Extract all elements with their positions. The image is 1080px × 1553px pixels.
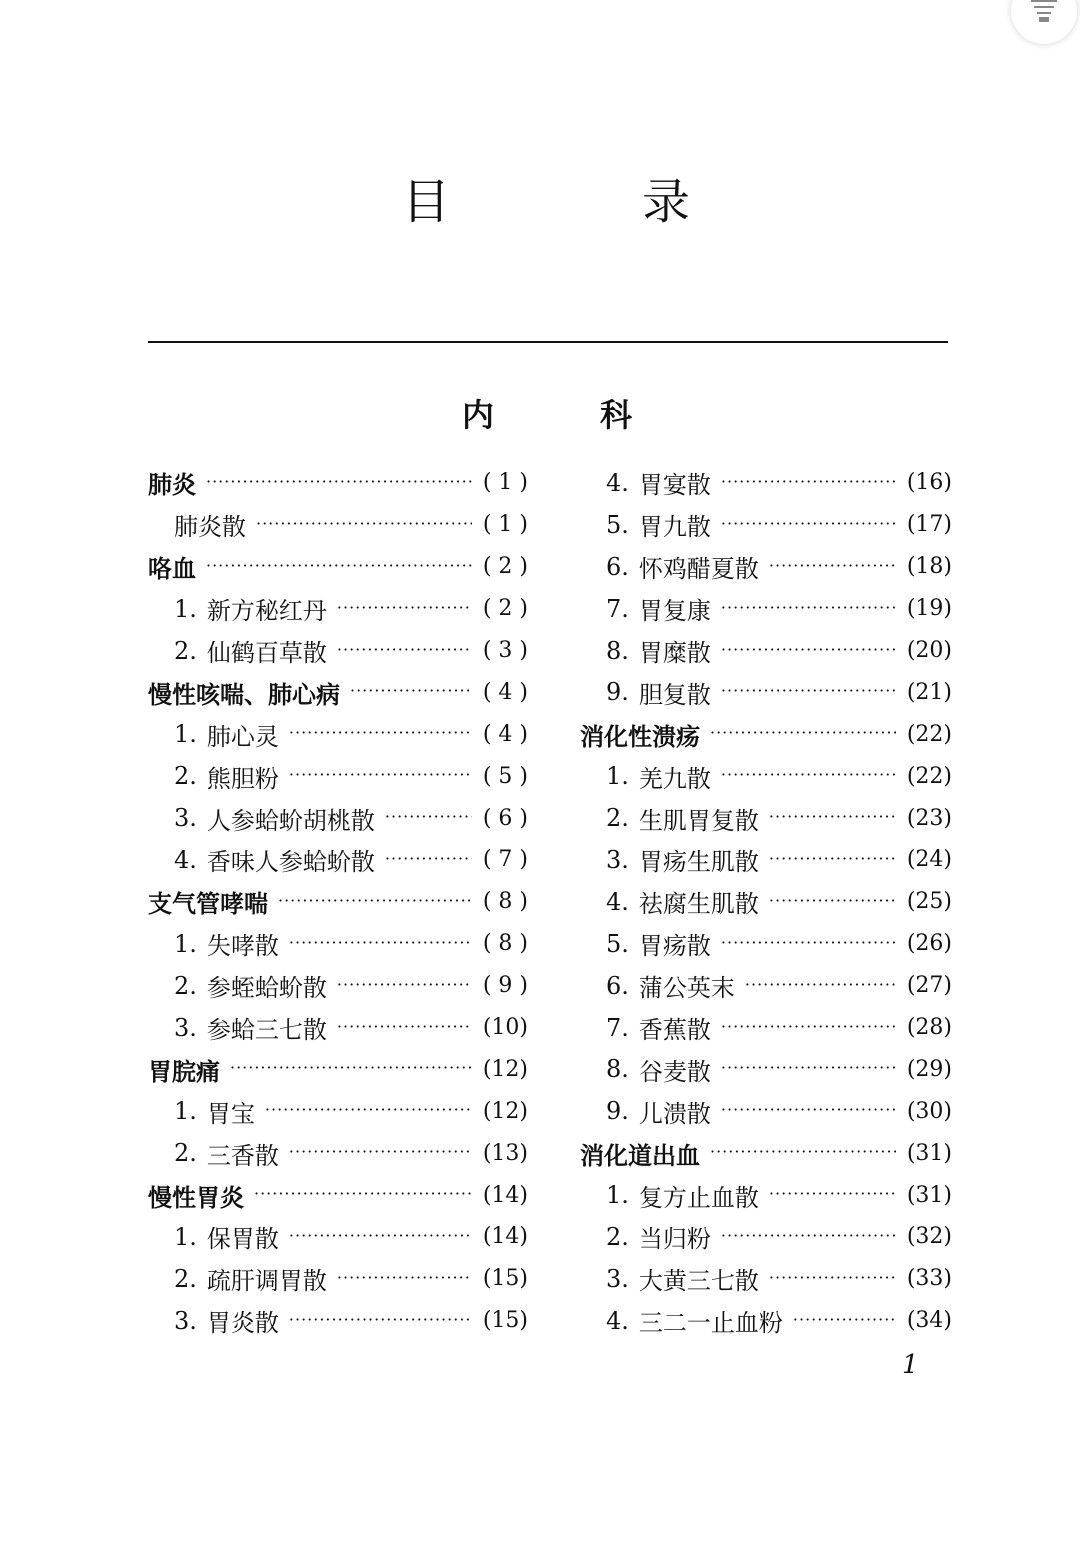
entry-label: 失哮散 bbox=[206, 932, 279, 961]
entry-number: 5. bbox=[606, 929, 629, 958]
entry-page: (29) bbox=[906, 1056, 952, 1082]
entry-page: ( 3 ) bbox=[482, 638, 528, 663]
toc-heading-entry[interactable] bbox=[580, 713, 952, 755]
dot-leader bbox=[769, 806, 896, 830]
entry-number: 1. bbox=[174, 594, 197, 623]
entry-number: 9. bbox=[606, 678, 629, 707]
toc-entry[interactable] bbox=[580, 1090, 952, 1132]
dot-leader bbox=[721, 1099, 896, 1123]
entry-label: 谷麦散 bbox=[638, 1057, 711, 1086]
dot-leader bbox=[230, 1057, 472, 1081]
entry-label: 新方秘红丹 bbox=[206, 597, 327, 626]
dot-leader bbox=[256, 513, 472, 537]
entry-number: 4. bbox=[606, 468, 629, 497]
dot-leader bbox=[289, 932, 472, 956]
entry-label: 支气管哮喘 bbox=[148, 889, 268, 919]
entry-label: 肺炎 bbox=[148, 470, 196, 500]
toc-entry[interactable] bbox=[148, 1132, 528, 1174]
entry-label: 胃疡生肌散 bbox=[638, 848, 759, 877]
dot-leader bbox=[793, 1309, 896, 1333]
entry-number: 5. bbox=[606, 510, 629, 539]
toc-entry[interactable] bbox=[148, 1300, 528, 1342]
dot-leader bbox=[337, 1016, 472, 1040]
entry-label: 咯血 bbox=[148, 554, 196, 584]
dot-leader bbox=[721, 932, 896, 956]
toc-entry[interactable] bbox=[580, 588, 952, 630]
title-divider bbox=[148, 341, 948, 343]
entry-page: (17) bbox=[906, 512, 952, 538]
toc-entry[interactable] bbox=[148, 1216, 528, 1258]
toc-entry[interactable] bbox=[580, 839, 952, 881]
toc-entry[interactable] bbox=[580, 755, 952, 797]
dot-leader bbox=[721, 639, 896, 663]
entry-page: (31) bbox=[906, 1140, 952, 1166]
entry-page: (13) bbox=[482, 1140, 528, 1166]
toc-entry[interactable] bbox=[580, 965, 952, 1007]
entry-label: 胃九散 bbox=[638, 513, 711, 542]
page-number: 1 bbox=[902, 1350, 919, 1380]
entry-page: ( 4 ) bbox=[482, 679, 528, 705]
entry-label: 祛腐生肌散 bbox=[638, 890, 759, 919]
entry-number: 4. bbox=[606, 887, 629, 916]
toc-right-column bbox=[580, 462, 952, 1342]
page-title-right: 录 bbox=[642, 174, 691, 230]
entry-page: (15) bbox=[482, 1308, 528, 1334]
entry-label: 香蕉散 bbox=[638, 1016, 711, 1045]
entry-page: (14) bbox=[482, 1182, 528, 1208]
entry-label: 参蛤三七散 bbox=[206, 1016, 327, 1045]
entry-page: (10) bbox=[482, 1015, 528, 1041]
entry-label: 三香散 bbox=[206, 1141, 279, 1170]
entry-number: 7. bbox=[606, 594, 629, 623]
entry-number: 1. bbox=[174, 929, 197, 958]
entry-label: 胃疡散 bbox=[638, 932, 711, 961]
dot-leader bbox=[289, 1309, 472, 1333]
entry-label: 胃脘痛 bbox=[148, 1056, 220, 1086]
toc-entry[interactable] bbox=[580, 881, 952, 923]
entry-label: 胃复康 bbox=[638, 597, 711, 626]
entry-page: (27) bbox=[906, 973, 952, 999]
entry-page: ( 8 ) bbox=[482, 889, 528, 915]
dot-leader bbox=[289, 764, 472, 788]
entry-number: 3. bbox=[606, 1264, 629, 1293]
dot-leader bbox=[721, 764, 896, 788]
dot-leader bbox=[385, 848, 472, 872]
entry-page: ( 1 ) bbox=[482, 512, 528, 538]
entry-label: 三二一止血粉 bbox=[638, 1309, 783, 1338]
toc-entry[interactable] bbox=[580, 923, 952, 965]
toc-entry[interactable] bbox=[148, 1090, 528, 1132]
entry-page: (21) bbox=[906, 679, 952, 705]
entry-label: 参蛭蛤蚧散 bbox=[206, 974, 327, 1003]
entry-number: 2. bbox=[174, 1264, 197, 1293]
toc-heading-entry[interactable] bbox=[580, 1132, 952, 1174]
toc-entry[interactable] bbox=[148, 630, 528, 672]
dot-leader bbox=[289, 722, 472, 746]
entry-page: (16) bbox=[906, 470, 952, 496]
entry-label: 胃宝 bbox=[206, 1099, 255, 1128]
toc-entry[interactable] bbox=[580, 1174, 952, 1216]
entry-page: ( 4 ) bbox=[482, 721, 528, 747]
entry-number: 2. bbox=[174, 636, 197, 665]
toc-entry[interactable] bbox=[148, 713, 528, 755]
entry-number: 8. bbox=[606, 636, 629, 665]
entry-number: 6. bbox=[606, 971, 629, 1000]
entry-label: 复方止血散 bbox=[638, 1183, 759, 1212]
entry-page: ( 2 ) bbox=[482, 554, 528, 580]
entry-number: 1. bbox=[606, 1181, 629, 1210]
entry-number: 2. bbox=[174, 1139, 197, 1168]
entry-label: 大黄三七散 bbox=[638, 1267, 759, 1296]
entry-label: 生肌胃复散 bbox=[638, 806, 759, 835]
toc-entry[interactable] bbox=[580, 797, 952, 839]
entry-number: 9. bbox=[606, 1097, 629, 1126]
entry-page: (15) bbox=[482, 1266, 528, 1292]
dot-leader bbox=[721, 471, 896, 495]
entry-page: (14) bbox=[482, 1224, 528, 1250]
dot-leader bbox=[721, 513, 896, 537]
toc-entry[interactable] bbox=[580, 1258, 952, 1300]
entry-label: 蒲公英末 bbox=[638, 974, 735, 1003]
dot-leader bbox=[289, 1225, 472, 1249]
dot-leader bbox=[721, 680, 896, 704]
entry-number: 7. bbox=[606, 1013, 629, 1042]
entry-page: (26) bbox=[906, 931, 952, 957]
toc-heading-entry[interactable] bbox=[148, 881, 528, 923]
entry-page: ( 1 ) bbox=[482, 470, 528, 496]
entry-page: (33) bbox=[906, 1266, 952, 1292]
dot-leader bbox=[337, 639, 472, 663]
entry-label: 熊胆粉 bbox=[206, 764, 279, 793]
entry-label: 羌九散 bbox=[638, 764, 711, 793]
entry-label: 保胃散 bbox=[206, 1225, 279, 1254]
dot-leader bbox=[206, 471, 472, 495]
toc-entry[interactable] bbox=[148, 923, 528, 965]
dot-leader bbox=[385, 806, 472, 830]
entry-number: 8. bbox=[606, 1055, 629, 1084]
dot-leader bbox=[289, 1141, 472, 1165]
dot-leader bbox=[721, 597, 896, 621]
entry-page: ( 2 ) bbox=[482, 596, 528, 622]
toc-entry[interactable] bbox=[148, 588, 528, 630]
entry-label: 胃炎散 bbox=[206, 1309, 279, 1338]
toc-entry[interactable] bbox=[148, 1007, 528, 1049]
entry-page: (23) bbox=[906, 805, 952, 831]
entry-page: (25) bbox=[906, 889, 952, 915]
toc-heading-entry[interactable] bbox=[148, 1174, 528, 1216]
entry-page: (30) bbox=[906, 1098, 952, 1124]
dot-leader bbox=[337, 1267, 472, 1291]
dot-leader bbox=[721, 1016, 896, 1040]
entry-number: 2. bbox=[606, 1222, 629, 1251]
entry-number: 1. bbox=[174, 1222, 197, 1251]
entry-label: 当归粉 bbox=[638, 1225, 711, 1254]
toc-entry[interactable] bbox=[148, 797, 528, 839]
entry-number: 4. bbox=[174, 845, 197, 874]
entry-label: 人参蛤蚧胡桃散 bbox=[206, 806, 375, 835]
filter-menu-icon bbox=[1031, 0, 1057, 22]
entry-label: 胃糜散 bbox=[638, 639, 711, 667]
dot-leader bbox=[721, 1225, 896, 1249]
toc-entry[interactable] bbox=[148, 965, 528, 1007]
entry-page: (24) bbox=[906, 847, 952, 873]
section-heading-left: 内 bbox=[462, 396, 495, 434]
toc-entry[interactable] bbox=[580, 1007, 952, 1049]
entry-page: (22) bbox=[906, 721, 952, 747]
toc-entry[interactable] bbox=[580, 1216, 952, 1258]
dot-leader bbox=[265, 1099, 472, 1123]
entry-page: (20) bbox=[906, 638, 952, 663]
entry-page: (28) bbox=[906, 1015, 952, 1041]
toc-entry[interactable] bbox=[580, 546, 952, 588]
entry-label: 慢性咳喘、肺心病 bbox=[148, 679, 340, 709]
entry-label: 香味人参蛤蚧散 bbox=[206, 848, 375, 877]
dot-leader bbox=[337, 597, 472, 621]
entry-page: ( 7 ) bbox=[482, 847, 528, 873]
entry-page: ( 5 ) bbox=[482, 763, 528, 789]
dot-leader bbox=[206, 555, 472, 579]
entry-page: ( 9 ) bbox=[482, 973, 528, 999]
section-heading-right: 科 bbox=[600, 396, 633, 434]
entry-number: 2. bbox=[174, 971, 197, 1000]
entry-number: 3. bbox=[174, 1306, 197, 1335]
toc-entry[interactable] bbox=[580, 504, 952, 546]
dot-leader bbox=[337, 974, 472, 998]
menu-button[interactable] bbox=[1011, 0, 1077, 44]
toc-entry[interactable] bbox=[580, 1048, 952, 1090]
entry-label: 儿溃散 bbox=[638, 1099, 711, 1128]
dot-leader bbox=[710, 722, 896, 746]
entry-number: 1. bbox=[174, 1097, 197, 1126]
toc-entry[interactable] bbox=[148, 504, 528, 546]
toc-heading-entry[interactable] bbox=[148, 462, 528, 504]
entry-label: 仙鹤百草散 bbox=[206, 639, 327, 667]
entry-number: 2. bbox=[174, 762, 197, 791]
dot-leader bbox=[769, 890, 896, 914]
entry-page: (18) bbox=[906, 554, 952, 580]
dot-leader bbox=[350, 680, 472, 704]
entry-page: (19) bbox=[906, 596, 952, 622]
toc-entry[interactable] bbox=[580, 462, 952, 504]
dot-leader bbox=[769, 555, 896, 579]
dot-leader bbox=[745, 974, 896, 998]
entry-number: 6. bbox=[606, 552, 629, 581]
entry-number: 3. bbox=[606, 845, 629, 874]
entry-number: 1. bbox=[606, 762, 629, 791]
dot-leader bbox=[769, 848, 896, 872]
entry-number: 4. bbox=[606, 1306, 629, 1335]
entry-page: ( 8 ) bbox=[482, 931, 528, 957]
toc-entry[interactable] bbox=[148, 755, 528, 797]
dot-leader bbox=[769, 1183, 896, 1207]
page-title-left: 目 bbox=[402, 174, 451, 230]
dot-leader bbox=[254, 1183, 472, 1207]
toc-entry[interactable] bbox=[580, 671, 952, 713]
toc-entry[interactable] bbox=[148, 1258, 528, 1300]
entry-number: 3. bbox=[174, 804, 197, 833]
entry-label: 消化性溃疡 bbox=[580, 721, 700, 751]
entry-label: 肺心灵 bbox=[206, 722, 279, 751]
entry-label: 消化道出血 bbox=[580, 1140, 700, 1170]
entry-number: 3. bbox=[174, 1013, 197, 1042]
entry-label: 胆复散 bbox=[638, 680, 711, 709]
entry-number: 1. bbox=[174, 720, 197, 749]
toc-entry[interactable] bbox=[580, 630, 952, 672]
entry-page: ( 6 ) bbox=[482, 805, 528, 831]
entry-label: 疏肝调胃散 bbox=[206, 1267, 327, 1296]
entry-page: (12) bbox=[482, 1098, 528, 1124]
toc-heading-entry[interactable] bbox=[148, 546, 528, 588]
entry-label: 肺炎散 bbox=[174, 513, 246, 542]
dot-leader bbox=[769, 1267, 896, 1291]
dot-leader bbox=[710, 1141, 896, 1165]
entry-label: 胃宴散 bbox=[638, 471, 711, 500]
entry-label: 怀鸡醋夏散 bbox=[638, 555, 759, 584]
entry-page: (31) bbox=[906, 1182, 952, 1208]
toc-heading-entry[interactable] bbox=[148, 1048, 528, 1090]
entry-page: (32) bbox=[906, 1224, 952, 1250]
toc-entry[interactable] bbox=[148, 839, 528, 881]
entry-number: 2. bbox=[606, 804, 629, 833]
entry-page: (12) bbox=[482, 1056, 528, 1082]
entry-label: 慢性胃炎 bbox=[148, 1182, 244, 1212]
entry-page: (34) bbox=[906, 1308, 952, 1334]
entry-page: (22) bbox=[906, 763, 952, 789]
dot-leader bbox=[721, 1057, 896, 1081]
toc-entry[interactable] bbox=[580, 1300, 952, 1342]
toc-heading-entry[interactable] bbox=[148, 671, 528, 713]
toc-left-column bbox=[148, 462, 528, 1342]
dot-leader bbox=[278, 890, 472, 914]
